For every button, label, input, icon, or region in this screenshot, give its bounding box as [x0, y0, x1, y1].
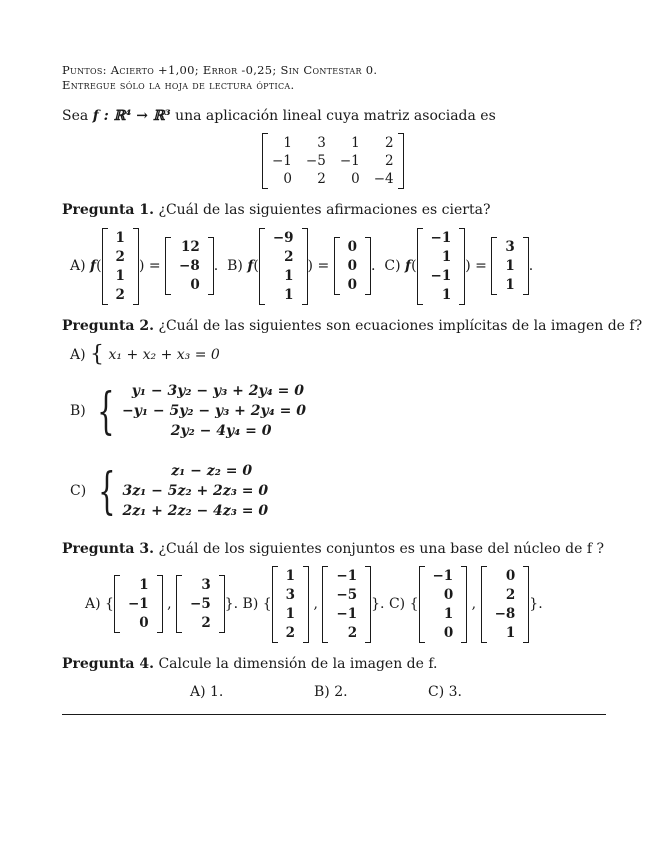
q1-option-a: A) f( [70, 258, 102, 274]
q3-a-v2 [176, 575, 225, 633]
q3-b-v2 [322, 566, 371, 643]
vector-entry: −1 [127, 596, 149, 612]
q2-option-c: C) { z₁ − z₂ = 0 3z₁ − 5z₂ + 2z₃ = 0 2z₁ + 2z₂ − 4z₃ = 0 [70, 462, 269, 520]
matrix-a [262, 133, 404, 189]
q3-c-v2 [481, 566, 530, 643]
vector-entry: 0 [347, 277, 358, 293]
vector-entry: 2 [115, 248, 125, 265]
vector-entry: 0 [347, 258, 358, 274]
vector-entry: 2 [284, 248, 294, 265]
vector-entry: 1 [284, 286, 294, 303]
vector-entry: 12 [180, 239, 200, 255]
q4-option-a: A) 1. [190, 684, 224, 700]
q3-option-c: C) { [388, 596, 419, 612]
vector-entry: −8 [179, 258, 200, 274]
vector-entry: 2 [285, 624, 296, 641]
q1-b-output [334, 237, 371, 295]
vector-entry: −9 [272, 229, 294, 246]
question-4: Pregunta 4. Calcule la dimensión de la imagen de f. [62, 656, 438, 672]
vector-entry: 0 [443, 624, 454, 641]
vector-entry: 1 [284, 267, 294, 284]
vector-entry: 1 [441, 248, 452, 265]
matrix-a-cell: 3 [317, 135, 326, 151]
matrix-a-cell: 2 [317, 171, 326, 187]
vector-entry: 1 [505, 258, 515, 274]
vector-entry: −1 [430, 229, 452, 246]
matrix-a-cell: 1 [283, 135, 292, 151]
matrix-a-cell: −1 [272, 153, 292, 169]
vector-entry: 0 [347, 239, 358, 255]
vector-entry: 3 [285, 586, 296, 603]
q1-c-input [417, 228, 466, 305]
q3-option-a: A) { [85, 596, 114, 612]
matrix-a-cell: 0 [351, 171, 360, 187]
matrix-a-cell: 0 [283, 171, 292, 187]
q1-option-b: B) f( [227, 258, 259, 274]
q4-option-b: B) 2. [314, 684, 348, 700]
vector-entry: −5 [190, 596, 211, 612]
vector-entry: −1 [336, 567, 358, 584]
vector-entry: 1 [443, 605, 454, 622]
q1-option-c: C) f( [384, 258, 417, 274]
q1-options: A) f( 1 2 1 2 ) = 12 −8 0 . B) f( −9 2 1 1 ) = 0 0 0 . C) f( −1 1 −1 1 ) = 3 1 1 . [70, 229, 534, 303]
vector-entry: 2 [347, 624, 358, 641]
q1-c-output [491, 237, 528, 295]
q3-a-v1 [114, 575, 163, 633]
matrix-a-cell: 1 [351, 135, 360, 151]
matrix-a-cell: −4 [373, 171, 394, 187]
vector-entry: 2 [201, 615, 211, 631]
vector-entry: 3 [201, 577, 211, 593]
q1-a-output [165, 237, 214, 295]
vector-entry: 1 [441, 286, 452, 303]
vector-entry: 1 [505, 277, 515, 293]
q2-option-a: A) { x₁ + x₂ + x₃ = 0 [70, 342, 220, 367]
intro-sentence: Sea f : ℝ⁴ → ℝ³ una aplicación lineal cuya matriz asociada es [62, 108, 496, 124]
function-signature: f : ℝ⁴ → ℝ³ [92, 108, 171, 124]
q2-c-system: z₁ − z₂ = 0 3z₁ − 5z₂ + 2z₃ = 0 2z₁ + 2z₂ − 4z₃ = 0 [122, 463, 269, 519]
vector-entry: 0 [190, 277, 200, 293]
q2-option-b: B) { y₁ − 3y₂ − y₃ + 2y₄ = 0 −y₁ − 5y₂ − y₃ + 2y₄ = 0 2y₂ − 4y₄ = 0 [70, 382, 306, 440]
vector-entry: 0 [505, 567, 516, 584]
q3-c-v1 [419, 566, 468, 643]
question-3: Pregunta 3. ¿Cuál de los siguientes conjuntos es una base del núcleo de f ? [62, 541, 605, 557]
vector-entry: 1 [285, 567, 296, 584]
matrix-a-cell: 2 [385, 153, 394, 169]
vector-entry: −1 [432, 567, 454, 584]
vector-entry: 2 [505, 586, 516, 603]
q1-a-input [102, 228, 139, 305]
vector-entry: 1 [139, 577, 149, 593]
vector-entry: −5 [336, 586, 358, 603]
vector-entry: 0 [443, 586, 454, 603]
vector-entry: −8 [494, 605, 516, 622]
matrix-a-cell: −1 [339, 153, 360, 169]
q3-options: A) { 1 −1 0 , 3 −5 2 }. B) { 1 3 1 2 , −1 −5 −1 2 }. C) { −1 0 1 0 , 0 2 −8 1 }. [85, 567, 543, 641]
instructions-line: Entregue sólo la hoja de lectura óptica. [62, 78, 295, 92]
question-2: Pregunta 2. ¿Cuál de las siguientes son ecuaciones implícitas de la imagen de f? [62, 318, 643, 334]
vector-entry: 0 [139, 615, 149, 631]
q3-option-b: B) { [242, 596, 272, 612]
vector-entry: 3 [505, 239, 515, 255]
vector-entry: 1 [115, 229, 125, 246]
bottom-rule [62, 714, 606, 715]
q3-b-v1 [272, 566, 309, 643]
scoring-line: Puntos: Acierto +1,00; Error -0,25; Sin Contestar 0. [62, 63, 378, 77]
vector-entry: −1 [430, 267, 452, 284]
q1-b-input [259, 228, 308, 305]
matrix-a-cell: −5 [305, 153, 326, 169]
q4-option-c: C) 3. [428, 684, 462, 700]
vector-entry: 1 [115, 267, 125, 284]
vector-entry: 1 [505, 624, 516, 641]
vector-entry: 1 [285, 605, 296, 622]
q2-b-system: y₁ − 3y₂ − y₃ + 2y₄ = 0 −y₁ − 5y₂ − y₃ + 2y₄ = 0 2y₂ − 4y₄ = 0 [122, 383, 306, 439]
matrix-a-cell: 2 [385, 135, 394, 151]
vector-entry: −1 [336, 605, 358, 622]
vector-entry: 2 [115, 286, 125, 303]
question-1: Pregunta 1. ¿Cuál de las siguientes afirmaciones es cierta? [62, 202, 491, 218]
